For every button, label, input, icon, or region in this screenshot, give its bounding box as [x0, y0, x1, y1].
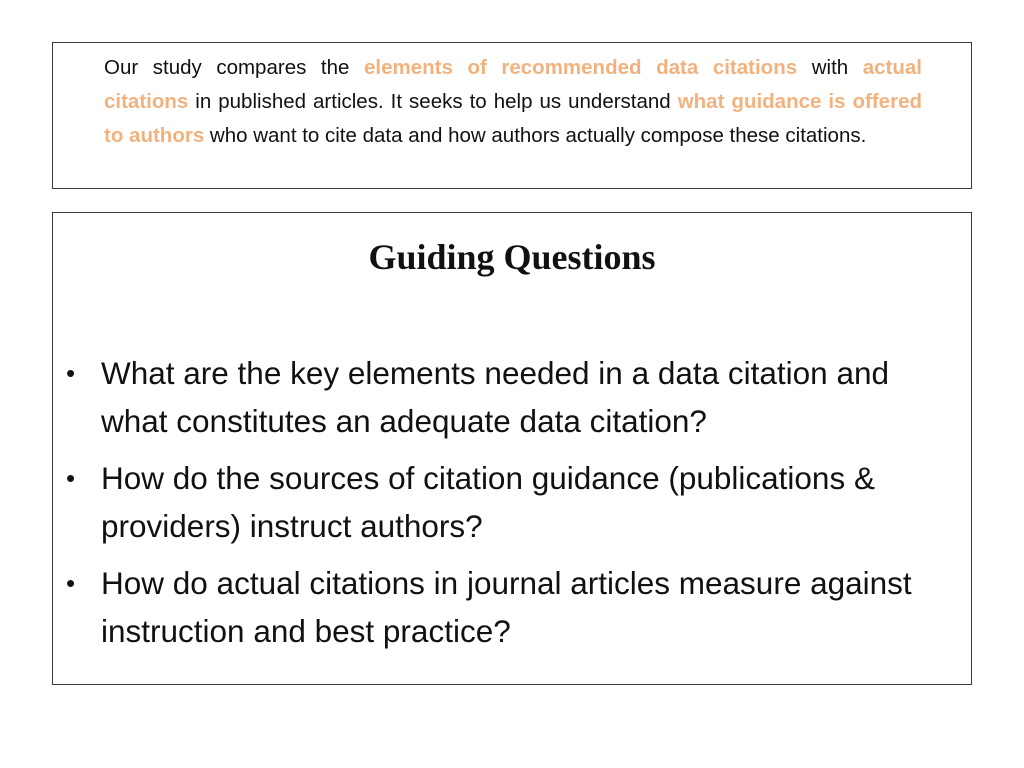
intro-box: [52, 42, 972, 189]
intro-paragraph: [104, 51, 922, 153]
guiding-questions-heading: Guiding Questions: [368, 237, 656, 277]
intro-highlight-actual-citations: actual citations: [104, 56, 922, 113]
intro-text-part-3: in published articles. It seeks to help us understand: [188, 90, 678, 113]
bullet-icon: •: [66, 358, 76, 388]
question-list: [53, 349, 963, 664]
question-text-3: How do actual citations in journal articles measure against instruction and best practice?: [101, 565, 912, 649]
question-item-3: [53, 559, 963, 655]
intro-text-part-2: with: [797, 56, 863, 79]
intro-highlight-guidance: what guidance is offered to authors: [104, 90, 922, 147]
question-item-2: [53, 454, 963, 550]
bullet-icon: •: [66, 463, 76, 493]
intro-text-part-1: Our study compares the: [104, 56, 364, 79]
intro-text-part-4: who want to cite data and how authors actually compose these citations.: [204, 124, 867, 147]
bullet-icon: •: [66, 568, 76, 598]
question-item-1: [53, 349, 963, 445]
intro-highlight-recommended-elements: elements of recommended data citations: [364, 56, 798, 79]
question-text-1: What are the key elements needed in a data citation and what constitutes an adequate data citation?: [101, 355, 890, 439]
guiding-questions-box: [52, 212, 972, 685]
question-text-2: How do the sources of citation guidance (publications & providers) instruct authors?: [101, 460, 875, 544]
